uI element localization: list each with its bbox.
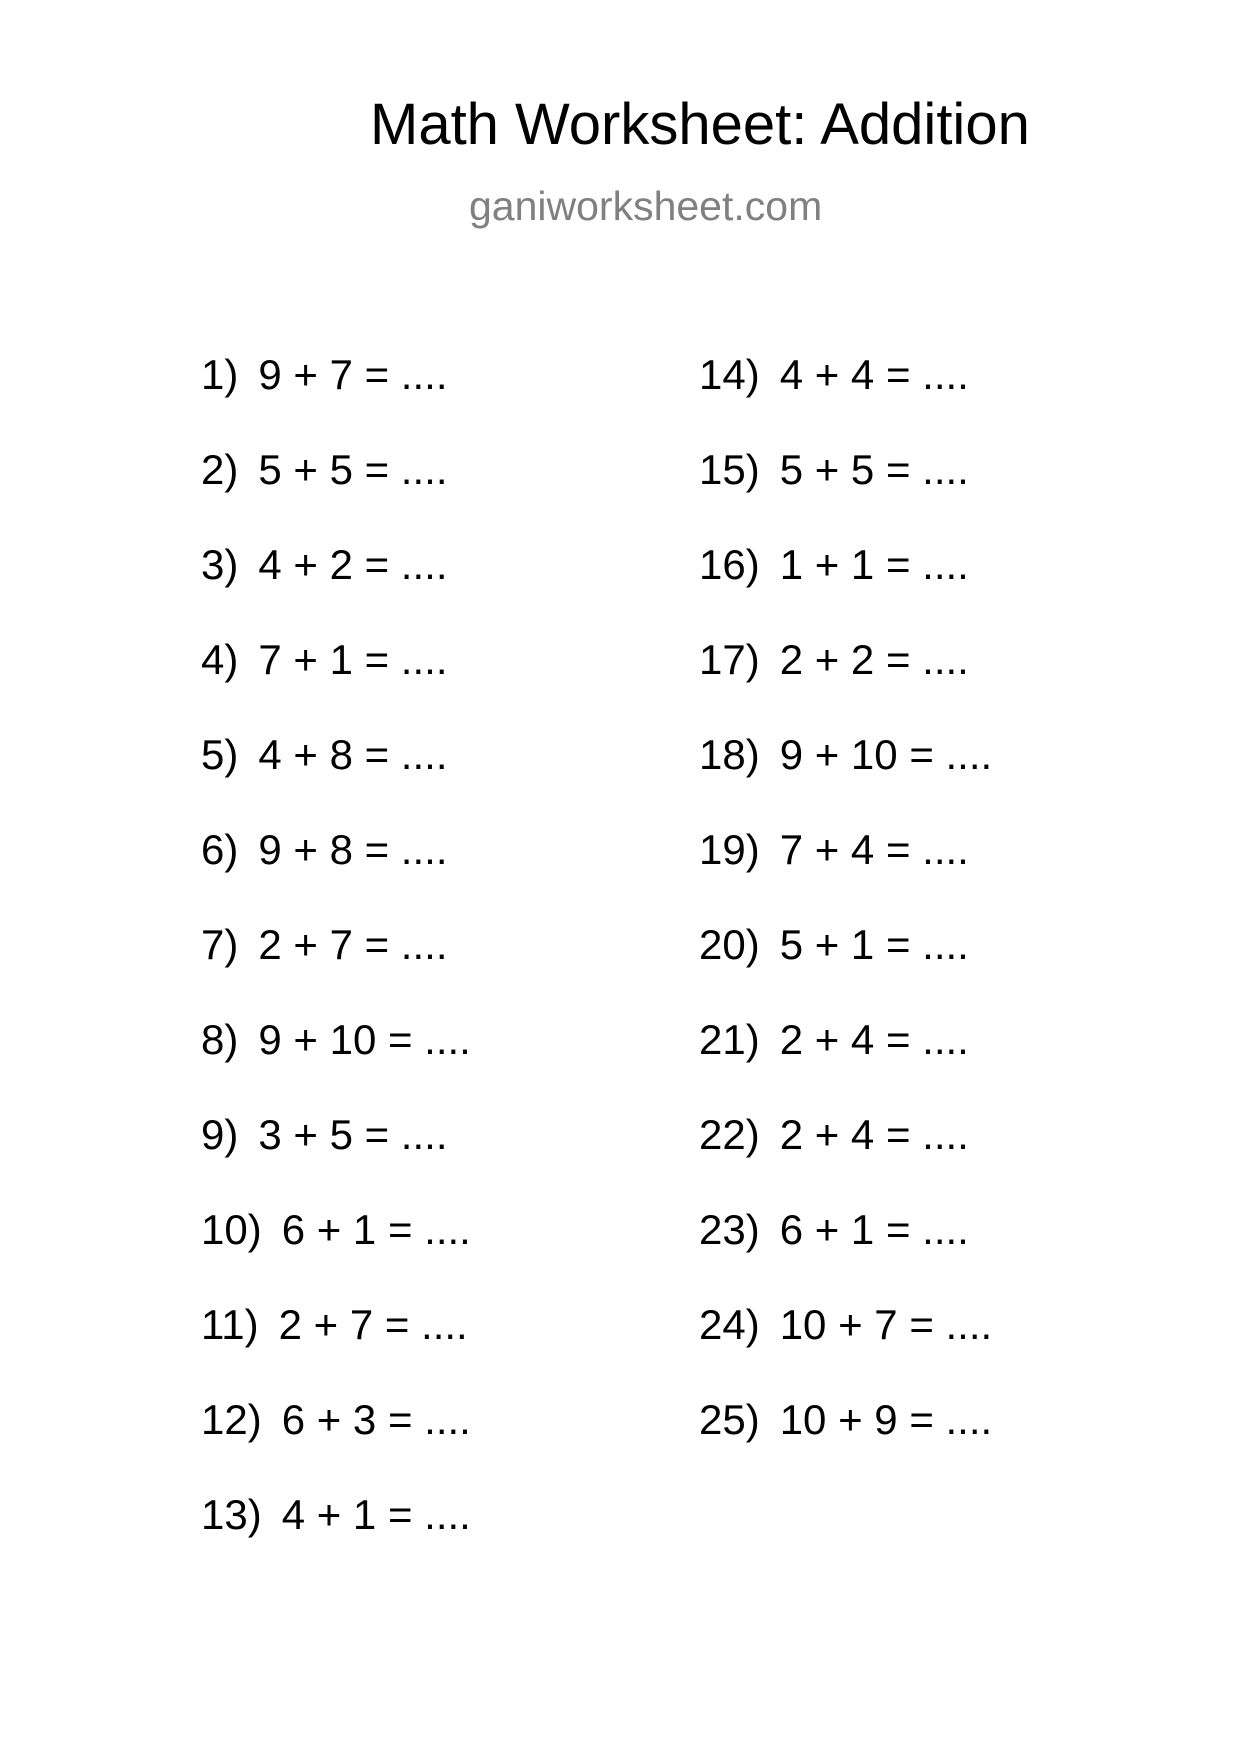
problem-number: 21)	[699, 1016, 760, 1063]
problem-number: 22)	[699, 1111, 760, 1158]
problem-number: 5)	[201, 731, 239, 778]
problem-expression: 4 + 8 = ....	[258, 731, 448, 778]
problem-expression: 6 + 1 = ....	[779, 1206, 969, 1253]
problem-number: 1)	[201, 351, 239, 398]
problem-item	[699, 636, 992, 734]
problem-item	[699, 826, 992, 924]
problem-item	[201, 1396, 471, 1494]
problem-number: 3)	[201, 541, 239, 588]
problem-expression: 9 + 8 = ....	[258, 826, 448, 873]
problem-expression: 2 + 7 = ....	[278, 1301, 468, 1348]
problem-expression: 10 + 9 = ....	[779, 1396, 993, 1443]
problem-item	[201, 1111, 471, 1209]
problem-expression: 1 + 1 = ....	[779, 541, 969, 588]
problem-expression: 9 + 10 = ....	[258, 1016, 471, 1063]
problem-expression: 3 + 5 = ....	[258, 1111, 448, 1158]
problem-item	[201, 826, 471, 924]
problem-list-right	[699, 351, 993, 1494]
problem-item	[699, 351, 992, 449]
problem-number: 11)	[201, 1301, 259, 1348]
problem-item	[699, 1111, 992, 1209]
problem-item	[699, 921, 992, 1019]
problem-expression: 7 + 4 = ....	[779, 826, 969, 873]
problem-item	[699, 731, 993, 829]
problem-expression: 4 + 4 = ....	[779, 351, 969, 398]
problem-number: 16)	[699, 541, 760, 588]
problem-expression: 4 + 1 = ....	[281, 1491, 471, 1538]
page-title: Math Worksheet: Addition	[370, 92, 1030, 157]
problem-number: 15)	[699, 446, 760, 493]
problem-expression: 5 + 1 = ....	[779, 921, 969, 968]
problem-expression: 9 + 10 = ....	[779, 731, 993, 778]
problem-list-left	[201, 351, 471, 1589]
problem-item	[201, 1016, 471, 1114]
problem-item	[699, 1206, 992, 1304]
problem-number: 2)	[201, 446, 239, 493]
problem-expression: 6 + 1 = ....	[281, 1206, 471, 1253]
problem-item	[201, 446, 471, 544]
problem-expression: 9 + 7 = ....	[258, 351, 448, 398]
problem-item	[201, 921, 471, 1019]
problem-item	[699, 1016, 992, 1114]
problem-item	[201, 1206, 471, 1304]
problem-expression: 6 + 3 = ....	[281, 1396, 471, 1443]
problem-number: 24)	[699, 1301, 760, 1348]
problem-item	[201, 1301, 471, 1399]
problem-item	[201, 731, 471, 829]
website-subtitle: ganiworksheet.com	[469, 183, 823, 229]
problem-number: 18)	[699, 731, 760, 778]
problem-number: 8)	[201, 1016, 239, 1063]
problem-item	[699, 541, 992, 639]
problem-item	[201, 351, 471, 449]
problem-number: 9)	[201, 1111, 239, 1158]
problem-expression: 10 + 7 = ....	[779, 1301, 993, 1348]
problem-expression: 2 + 2 = ....	[779, 636, 969, 683]
problem-number: 23)	[699, 1206, 760, 1253]
problem-expression: 5 + 5 = ....	[258, 446, 448, 493]
problem-expression: 4 + 2 = ....	[258, 541, 448, 588]
problem-item	[201, 541, 471, 639]
problem-number: 10)	[201, 1206, 262, 1253]
problem-expression: 2 + 7 = ....	[258, 921, 448, 968]
problem-item	[699, 1396, 993, 1494]
problem-item	[201, 1491, 471, 1589]
problem-number: 12)	[201, 1396, 262, 1443]
problem-expression: 5 + 5 = ....	[779, 446, 969, 493]
problem-expression: 2 + 4 = ....	[779, 1016, 969, 1063]
problem-number: 19)	[699, 826, 760, 873]
problem-item	[699, 446, 992, 544]
problem-number: 6)	[201, 826, 239, 873]
problem-number: 14)	[699, 351, 760, 398]
problem-number: 7)	[201, 921, 239, 968]
problem-number: 25)	[699, 1396, 760, 1443]
problem-expression: 2 + 4 = ....	[779, 1111, 969, 1158]
problem-number: 4)	[201, 636, 239, 683]
problem-number: 13)	[201, 1491, 262, 1538]
problem-item	[699, 1301, 993, 1399]
problem-expression: 7 + 1 = ....	[258, 636, 448, 683]
problem-item	[201, 636, 471, 734]
problem-number: 17)	[699, 636, 760, 683]
problem-number: 20)	[699, 921, 760, 968]
